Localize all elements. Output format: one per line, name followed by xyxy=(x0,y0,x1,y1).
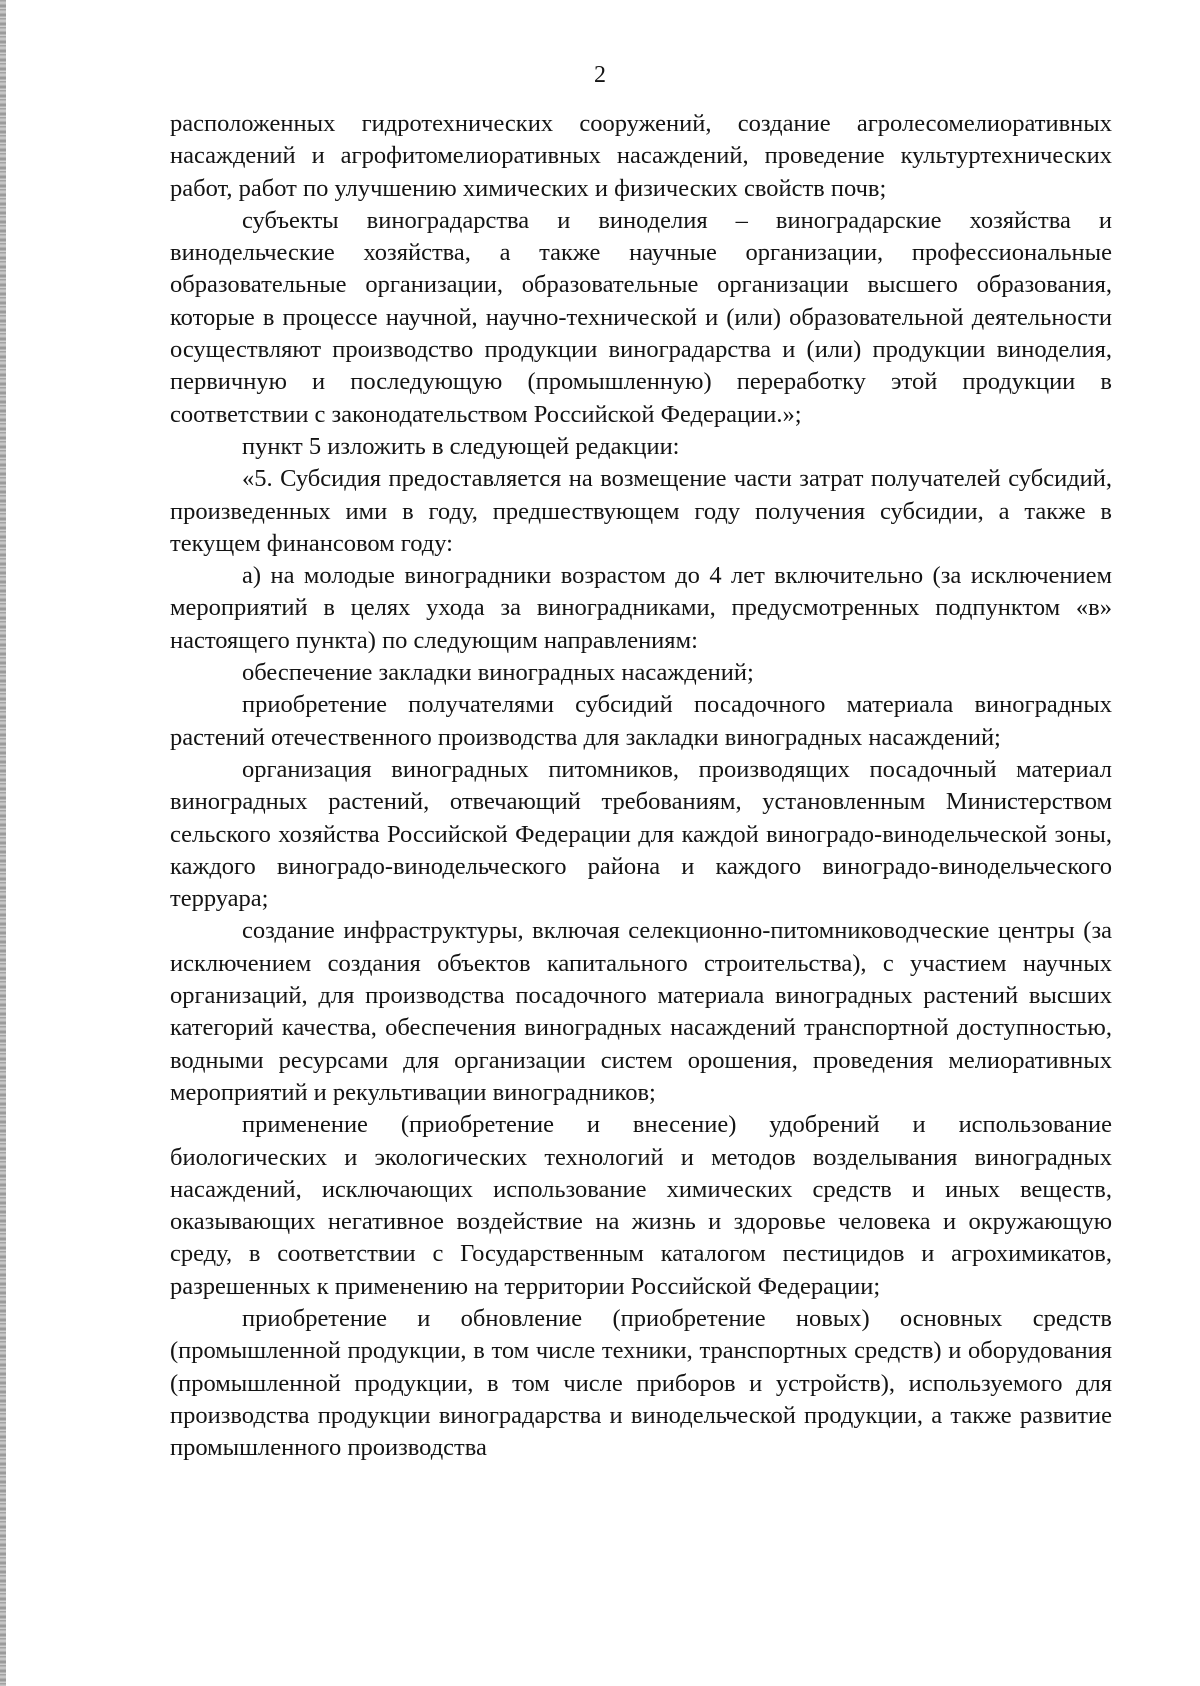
paragraph-11: приобретение и обновление (приобретение новых) основных средств (промышленной продукции, в том числе техники, транспортных средств) и оборудования (промышленной продукции, в том числе приборов и устройств), используемого для производства продукции виноградарства и винодельческой продукции, а также развитие промышленного производства xyxy=(170,1304,1112,1462)
paragraph-9: создание инфраструктуры, включая селекционно-питомниководческие центры (за исключением создания объектов капитального строительства), с участием научных организаций, для производства посадочного материала виноградных растений высших категорий качества, обеспечения виноградных насаждений транспортной доступностью, водными ресурсами для организации систем орошения, проведения мелиоративных мероприятий и рекультивации виноградников; xyxy=(170,917,1112,1106)
paragraph-8: организация виноградных питомников, производящих посадочный материал виноградных растений, отвечающий требованиям, установленным Министерством сельского хозяйства Российской Федерации для каждой виноградо-винодельческой зоны, каждого виноградо-винодельческого района и каждого виноградо-винодельческого терруара; xyxy=(170,755,1112,913)
paragraph-10: применение (приобретение и внесение) удобрений и использование биологических и экологических технологий и методов возделывания виноградных насаждений, исключающих использование химических средств и иных веществ, оказывающих негативное воздействие на жизнь и здоровье человека и окружающую среду, в соответствии с Государственным каталогом пестицидов и агрохимикатов, разрешенных к применению на территории Российской Федерации; xyxy=(170,1111,1112,1300)
paragraph-7: приобретение получателями субсидий посадочного материала виноградных растений отечественного производства для закладки виноградных насаждений; xyxy=(170,691,1112,751)
paragraph-5: а) на молодые виноградники возрастом до 4 лет включительно (за исключением мероприятий в целях ухода за виноградниками, предусмотренных подпунктом «в» настоящего пункта) по следующим направлениям: xyxy=(170,562,1112,654)
scan-edge xyxy=(0,0,6,1686)
paragraph-4: «5. Субсидия предоставляется на возмещение части затрат получателей субсидий, произведенных ими в году, предшествующем году получения субсидии, а также в текущем финансовом году: xyxy=(170,465,1112,557)
document-body xyxy=(170,108,1112,1464)
paragraph-6: обеспечение закладки виноградных насаждений; xyxy=(242,659,754,687)
paragraph-3: пункт 5 изложить в следующей редакции: xyxy=(242,432,680,460)
page-number: 2 xyxy=(594,62,606,88)
paragraph-1: расположенных гидротехнических сооружений, создание агролесомелиоративных насаждений и агрофитомелиоративных насаждений, проведение культуртехнических работ, работ по улучшению химических и физических свойств почв; xyxy=(170,110,1112,202)
paragraph-2: субъекты виноградарства и виноделия – виноградарские хозяйства и винодельческие хозяйства, а также научные организации, профессиональные образовательные организации, образовательные организации высшего образования, которые в процессе научной, научно-технической и (или) образовательной деятельности осуществляют производство продукции виноградарства и (или) продукции виноделия, первичную и последующую (промышленную) переработку этой продукции в соответствии с законодательством Российской Федерации.»; xyxy=(170,206,1112,428)
